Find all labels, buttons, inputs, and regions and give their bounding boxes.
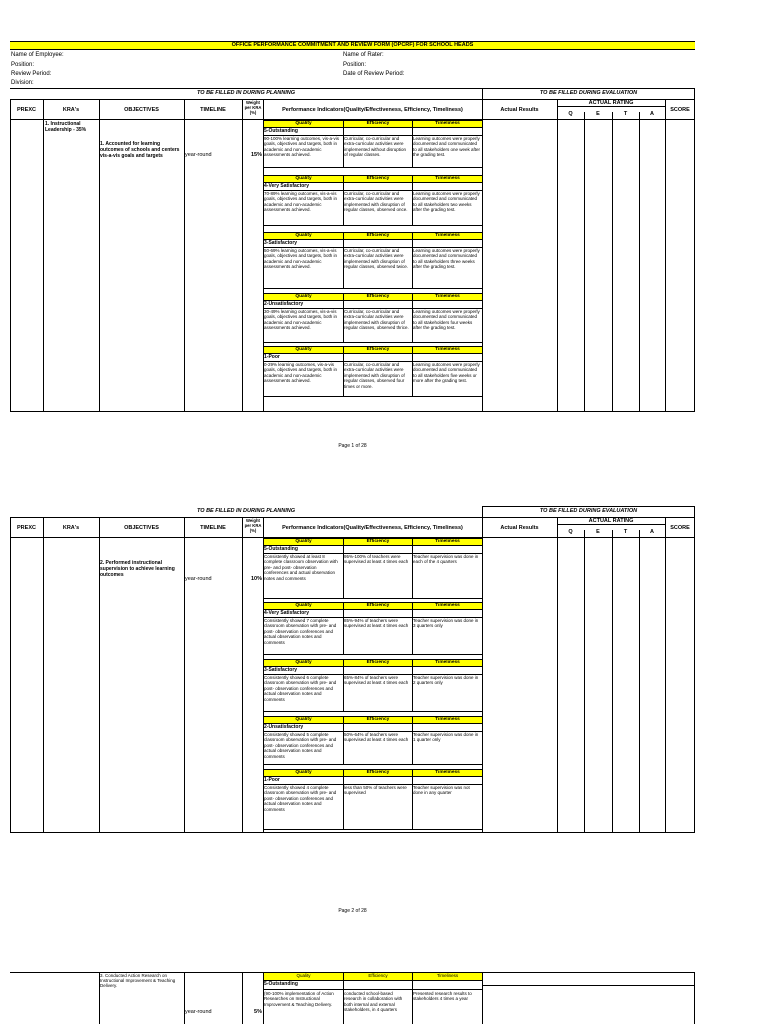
page-footer-1: Page 1 of 28 xyxy=(338,443,367,449)
col-prexc: PREXC xyxy=(17,107,36,113)
timeliness-label: Timeliness xyxy=(435,232,460,238)
level-efficiency-text-4: 50%-64% of teachers were supervised at least 4 times each xyxy=(344,732,409,743)
efficiency-label: Efficiency xyxy=(366,769,390,775)
timeliness-label: Timeliness xyxy=(435,716,460,722)
rater-name-label: Name of Rater: xyxy=(343,52,384,58)
quality-label: Quality xyxy=(295,346,312,352)
level-bottom-rule-3 xyxy=(263,288,482,289)
planning-label: TO BE FILLED IN DURING PLANNING xyxy=(197,90,295,96)
level-quality-text-2: 70-89% learning outcomes, vis-a-vis goals, objectives and targets, both in academic and non-academic assessments achieved. xyxy=(264,191,338,213)
level-name-1: 5-Outstanding xyxy=(264,546,298,552)
quality-label: Quality xyxy=(295,175,312,181)
level-timeliness-text-4: Learning outcomes were properly documented and communicated to all stakeholders four weeks after the grading test. xyxy=(413,309,480,331)
col-actual-results: Actual Results xyxy=(500,107,539,113)
objective-2: 2. Performed instructional supervision to achieve learning outcomes xyxy=(100,560,175,578)
quality-label: Quality xyxy=(295,602,312,608)
p3-quality-label: Quality xyxy=(296,973,311,978)
level-quality-text-3: 50-69% learning outcomes, vis-a-vis goals, objectives and targets, both in academic and non-academic assessments achieved. xyxy=(264,248,338,270)
division-label: Division: xyxy=(11,80,34,86)
level-quality-text-4: Consistently showed 5 complete classroom observation with pre- and post- observation conferences and actual observation notes and comments xyxy=(264,732,337,759)
level-efficiency-text-2: Curricular, co-curricular and extra-curricular activities were implemented with disruption of regular classes, observed once. xyxy=(344,191,408,213)
col-score-2: SCORE xyxy=(670,525,690,531)
p3-quality-text: (90-100% implementation of Action Researches on Instructional Improvement & Teaching Delivery. xyxy=(264,991,334,1007)
efficiency-label: Efficiency xyxy=(366,175,390,181)
p3-timeliness-text: Presented research results to stakeholders 4 times a year xyxy=(413,991,472,1002)
efficiency-label: Efficiency xyxy=(366,716,390,722)
p3-efficiency-text: conducted school-based research in collaboration with both internal and external stakeholders, in 4 quarters xyxy=(344,991,403,1013)
level-efficiency-text-3: Curricular, co-curricular and extra-curricular activities were implemented with disruption of regular classes, observed twice. xyxy=(344,248,409,270)
efficiency-label: Efficiency xyxy=(366,346,390,352)
level-timeliness-text-1: Learning outcomes were properly documented and communicated to all stakeholders one week after the grading test. xyxy=(413,136,481,158)
evaluation-label-2: TO BE FILLED DURING EVALUATION xyxy=(539,508,638,514)
level-quality-text-4: 30-49% learning outcomes, vis-a-vis goals, objectives and targets, both in academic and non-academic assessments achieved. xyxy=(264,309,338,331)
level-efficiency-text-3: 65%-84% of teachers were supervised at least 4 times each xyxy=(344,675,409,686)
level-quality-text-5: 0-29% learning outcomes, vis-a-vis goals, objectives and targets, both in academic and non-academic assessments achieved. xyxy=(264,362,338,384)
review-date-label: Date of Review Period: xyxy=(343,71,405,77)
level-divider-a-1 xyxy=(343,538,344,598)
timeliness-label: Timeliness xyxy=(435,175,460,181)
level-quality-text-3: Consistently showed 6 complete classroom observation with pre- and post- observation conferences and actual observation notes and comments xyxy=(264,675,337,702)
col-objectives: OBJECTIVES xyxy=(124,107,159,113)
col-timeline: TIMELINE xyxy=(200,107,226,113)
level-mid-rule-5 xyxy=(263,353,482,354)
level-bottom-rule-4 xyxy=(263,342,482,343)
review-period-label: Review Period: xyxy=(11,71,52,77)
col-t: T xyxy=(623,111,628,117)
efficiency-label: Efficiency xyxy=(366,232,390,238)
level-bottom-rule-2 xyxy=(263,654,482,655)
evaluation-label: TO BE FILLED DURING EVALUATION xyxy=(539,90,638,96)
level-name-4: 2-Unsatisfactory xyxy=(264,301,304,307)
col-score: SCORE xyxy=(670,107,690,113)
level-divider-a-5 xyxy=(343,769,344,829)
level-name-3: 3-Satisfactory xyxy=(264,240,298,246)
quality-label: Quality xyxy=(295,293,312,299)
level-timeliness-text-2: Learning outcomes were properly documented and communicated to all stakeholders two weeks after the grading test. xyxy=(413,191,480,213)
level-quality-text-1: 90-100% learning outcomes, vis-a-vis goals, objectives and targets, both in academic and non-academic assessments achieved. xyxy=(264,136,340,158)
col-weight: Weight per KRA (%) xyxy=(244,100,262,115)
timeline-1: year-round xyxy=(185,152,212,158)
level-timeliness-text-5: Learning outcomes were properly documented and communicated to all stakeholders five weeks or more after the grading test. xyxy=(413,362,480,384)
level-bottom-rule-5 xyxy=(263,829,482,830)
level-efficiency-text-2: 85%-94% of teachers were supervised at least 4 times each xyxy=(344,618,409,629)
quality-label: Quality xyxy=(295,120,312,126)
level-bottom-rule-1 xyxy=(263,167,482,168)
efficiency-label: Efficiency xyxy=(366,659,390,665)
quality-label: Quality xyxy=(295,538,312,544)
efficiency-label: Efficiency xyxy=(366,538,390,544)
level-quality-text-2: Consistently showed 7 complete classroom observation with pre- and post- observation conferences and actual observation notes and comments xyxy=(264,618,337,645)
weight-1: 15% xyxy=(250,152,262,158)
level-timeliness-text-5: Teacher supervision was not done in any quarter xyxy=(413,785,470,796)
timeliness-label: Timeliness xyxy=(435,538,460,544)
col-timeline-2: TIMELINE xyxy=(200,525,226,531)
col-q-2: Q xyxy=(568,529,573,535)
timeliness-label: Timeliness xyxy=(435,769,460,775)
level-name-3: 3-Satisfactory xyxy=(264,667,298,673)
level-bottom-rule-4 xyxy=(263,764,482,765)
quality-label: Quality xyxy=(295,659,312,665)
level-divider-b-1 xyxy=(412,538,413,598)
employee-name-label: Name of Employee: xyxy=(11,52,64,58)
col-kras: KRA's xyxy=(62,107,80,113)
p3-efficiency-label: Efficiency xyxy=(368,973,388,978)
col-actual-rating: ACTUAL RATING xyxy=(588,100,634,106)
p3-timeliness-label: Timeliness xyxy=(436,973,459,978)
level-mid-rule-5 xyxy=(263,776,482,777)
col-prexc-2: PREXC xyxy=(17,525,36,531)
timeliness-label: Timeliness xyxy=(435,602,460,608)
level-bottom-rule-2 xyxy=(263,225,482,226)
col-kras-2: KRA's xyxy=(62,525,80,531)
quality-label: Quality xyxy=(295,716,312,722)
level-timeliness-text-2: Teacher supervision was done in 3 quarters only xyxy=(413,618,479,629)
level-quality-text-5: Consistently showed 4 complete classroom observation with pre- and post- observation conferences and actual observation notes and comments xyxy=(264,785,337,812)
col-a: A xyxy=(650,111,654,117)
objective-3: 3. Conducted Action Research on Instructional Improvement & Teaching Delivery. xyxy=(100,973,176,989)
level-name-2: 4-Very Satisfactory xyxy=(264,183,310,189)
col-e-2: E xyxy=(596,529,600,535)
weight-2: 10% xyxy=(250,576,262,582)
level-name-5: 1-Poor xyxy=(264,354,280,360)
position-label: Position: xyxy=(11,62,35,68)
quality-label: Quality xyxy=(295,232,312,238)
col-objectives-2: OBJECTIVES xyxy=(124,525,159,531)
efficiency-label: Efficiency xyxy=(366,602,390,608)
level-efficiency-text-1: Curricular, co-curricular and extra-curricular activities were implemented without disruption of regular classes. xyxy=(344,136,407,158)
level-bottom-rule-3 xyxy=(263,711,482,712)
col-actual-results-2: Actual Results xyxy=(500,525,539,531)
planning-label-2: TO BE FILLED IN DURING PLANNING xyxy=(197,508,295,514)
level-bottom-rule-1 xyxy=(263,598,482,599)
level-timeliness-text-3: Learning outcomes were properly documented and communicated to all stakeholders three weeks after the grading test. xyxy=(413,248,480,270)
level-name-1: 5-Outstanding xyxy=(264,128,298,134)
timeliness-label: Timeliness xyxy=(435,659,460,665)
level-timeliness-text-3: Teacher supervision was done in 2 quarters only xyxy=(413,675,479,686)
col-a-2: A xyxy=(650,529,654,535)
level-divider-b-5 xyxy=(412,769,413,829)
page-footer-2: Page 2 of 28 xyxy=(338,908,367,914)
level-efficiency-text-5: less than 50% of teachers were supervised xyxy=(344,785,407,796)
col-t-2: T xyxy=(623,529,628,535)
level-name-4: 2-Unsatisfactory xyxy=(264,724,304,730)
col-weight-2: Weight per KRA (%) xyxy=(244,518,262,533)
level-efficiency-text-4: Curricular, co-curricular and extra-curricular activities were implemented with disruption of regular classes, observed thrice. xyxy=(344,309,409,331)
timeliness-label: Timeliness xyxy=(435,293,460,299)
kra-instructional-leadership: 1. Instructional Leadership - 35% xyxy=(45,121,87,133)
col-indicators: Performance Indicators(Quality/Effectiveness, Efficiency, Timeliness) xyxy=(282,107,463,113)
level-timeliness-text-4: Teacher supervision was done in 1 quarter only xyxy=(413,732,479,743)
efficiency-label: Efficiency xyxy=(366,293,390,299)
level-bottom-rule-5 xyxy=(263,396,482,397)
weight-3: 5% xyxy=(254,1009,262,1015)
rater-position-label: Position: xyxy=(343,62,367,68)
efficiency-label: Efficiency xyxy=(366,120,390,126)
timeliness-label: Timeliness xyxy=(435,120,460,126)
objective-1: 1. Accounted for learning outcomes of schools and centers vis-a-vis goals and targets xyxy=(100,141,180,159)
p3-level-name: 5-Outstanding xyxy=(264,981,298,987)
timeline-2: year-round xyxy=(185,576,212,582)
col-actual-rating-2: ACTUAL RATING xyxy=(588,518,634,524)
timeline-3: year-round xyxy=(185,1009,212,1015)
level-name-5: 1-Poor xyxy=(264,777,280,783)
level-quality-text-1: Consistently showed at least 8 complete classroom observation with pre- and post- observation conferences and actual observation notes and comments xyxy=(264,554,338,581)
level-efficiency-text-1: 95%-100% of teachers were supervised at least 4 times each xyxy=(344,554,409,565)
col-e: E xyxy=(596,111,600,117)
timeliness-label: Timeliness xyxy=(435,346,460,352)
level-timeliness-text-1: Teacher supervision was done in each of the 4 quarters xyxy=(413,554,479,565)
form-title: OFFICE PERFORMANCE COMMITMENT AND REVIEW FORM (OPCRF) FOR SCHOOL HEADS xyxy=(231,41,474,48)
level-name-2: 4-Very Satisfactory xyxy=(264,610,310,616)
quality-label: Quality xyxy=(295,769,312,775)
level-efficiency-text-5: Curricular, co-curricular and extra-curricular activities were implemented with disruption of regular classes, observed four times or more. xyxy=(344,362,405,389)
col-q: Q xyxy=(568,111,573,117)
col-indicators-2: Performance Indicators(Quality/Effectiveness, Efficiency, Timeliness) xyxy=(282,525,463,531)
